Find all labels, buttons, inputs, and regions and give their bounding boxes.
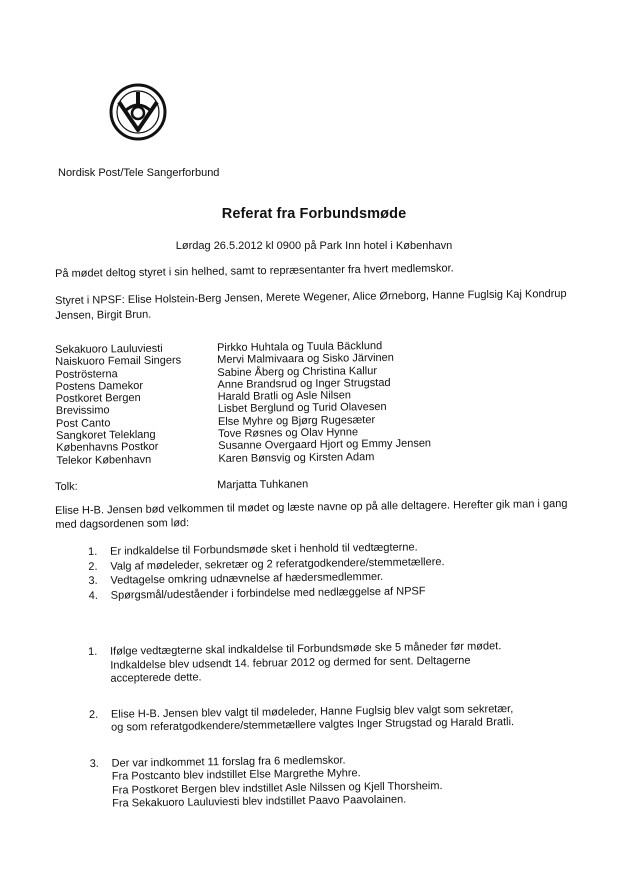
choir-name: Sangkoret Teleklang	[56, 428, 156, 443]
choir-name: Postkoret Bergen	[55, 392, 141, 406]
choir-reps: Susanne Overgaard Hjort og Emmy Jensen	[218, 437, 432, 453]
interpreter-name: Marjatta Tuhkanen	[216, 478, 309, 492]
choir-reps: Pirkko Huhtala og Tuula Bäcklund	[216, 340, 383, 355]
choir-name: Telekor København	[56, 453, 152, 467]
document-title: Referat fra Forbundsmøde	[221, 206, 407, 222]
meeting-date-location: Lørdag 26.5.2012 kl 0900 på Park Inn hotel i København	[175, 240, 453, 252]
choir-reps: Karen Bønsvig og Kirsten Adam	[218, 450, 375, 465]
detail-number: 2.	[88, 708, 99, 721]
board-members: Styret i NPSF: Elise Holstein-Berg Jensen, Merete Wegener, Alice Ørneborg, Hanne Fuglsig Kaj Kondrup Jensen, Birgit Brun.	[55, 287, 567, 322]
choir-name: Post Canto	[55, 417, 111, 430]
agenda-number: 2.	[88, 560, 98, 573]
choir-name: Københavns Postkor	[56, 441, 159, 455]
interpreter-label: Tolk:	[55, 480, 78, 493]
detail-line: accepterede dette.	[110, 671, 202, 685]
choir-name: Brevissimo	[55, 404, 110, 418]
detail-line: Fra Postcanto blev indstillet Else Margrethe Myhre.	[111, 767, 361, 783]
agenda-text: Spørgsmål/udeståender i forbindelse med nedlæggelse af NPSF	[110, 584, 426, 602]
choir-reps: Mervi Malmivaara og Sisko Järvinen	[217, 352, 394, 367]
choir-reps: Else Myhre og Bjørg Rugesæter	[217, 413, 376, 428]
detail-item	[90, 751, 561, 812]
agenda-text: Valg af mødeleder, sekretær og 2 referatgodkendere/stemmetællere.	[110, 555, 445, 573]
agenda-number: 4.	[88, 589, 98, 602]
choir-reps: Anne Brandsrud og Inger Strugstad	[217, 376, 391, 391]
organization-name: Nordisk Post/Tele Sangerforbund	[58, 167, 220, 179]
choir-reps: Lisbet Berglund og Turid Olavesen	[217, 401, 387, 416]
welcome-paragraph: Elise H-B. Jensen bød velkommen til mødet og læste navne op på alle deltagere. Herefter gik man i gang med dagsordenen som lød:	[55, 497, 568, 531]
choir-name: Naiskuoro Femail Singers	[55, 354, 182, 369]
choir-name: Poströsterna	[55, 367, 118, 381]
post-horn-logo-icon	[108, 82, 168, 142]
detail-line: Elise H-B. Jensen blev valgt til mødeleder, Hanne Fuglsig blev valgt som sekretær,	[110, 702, 514, 721]
agenda-text: Vedtagelse omkring udnævnelse af hædersmedlemmer.	[110, 570, 384, 587]
choir-reps: Sabine Åberg og Christina Kallur	[217, 364, 378, 379]
detail-line: Der var indkommet 11 forslag fra 6 medlemskor.	[111, 753, 346, 770]
detail-line: Ifølge vedtægterne skal indkaldelse til Forbundsmøde ske 5 måneder før mødet.	[109, 640, 502, 658]
attendance-note: På mødet deltog styret i sin helhed, samt to repræsentanter fra hvert medlemskor.	[55, 262, 454, 280]
detail-number: 3.	[89, 757, 99, 770]
choir-name: Sekakuoro Lauluviesti	[55, 342, 163, 356]
agenda-number: 3.	[88, 574, 98, 587]
choir-reps: Harald Bratli og Asle Nilsen	[217, 389, 352, 404]
detail-line: Indkaldelse blev udsendt 14. februar 2012 og dermed for sent. Deltagerne	[110, 654, 471, 672]
agenda-text: Er indkaldelse til Forbundsmøde sket i henhold til vedtægterne.	[110, 541, 418, 558]
detail-line: og som referatgodkendere/stemmetællere valgtes Inger Strugstad og Harald Bratli.	[111, 716, 515, 734]
detail-line: Fra Postkoret Bergen blev indstillet Asle Nilssen og Kjell Thorsheim.	[111, 779, 443, 797]
detail-item	[88, 639, 559, 686]
choir-reps: Tove Røsnes og Olav Hynne	[218, 426, 359, 441]
detail-number: 1.	[88, 645, 98, 658]
detail-line: Fra Sekakuoro Lauluviesti blev indstillet Paavo Paavolainen.	[112, 793, 407, 810]
agenda-number: 1.	[88, 545, 98, 558]
interpreter-row	[55, 476, 515, 493]
member-choirs-list	[55, 338, 516, 467]
agenda-list	[88, 539, 549, 603]
detail-item	[89, 702, 559, 736]
agenda-details	[88, 639, 560, 811]
choir-name: Postens Damekor	[55, 379, 144, 393]
